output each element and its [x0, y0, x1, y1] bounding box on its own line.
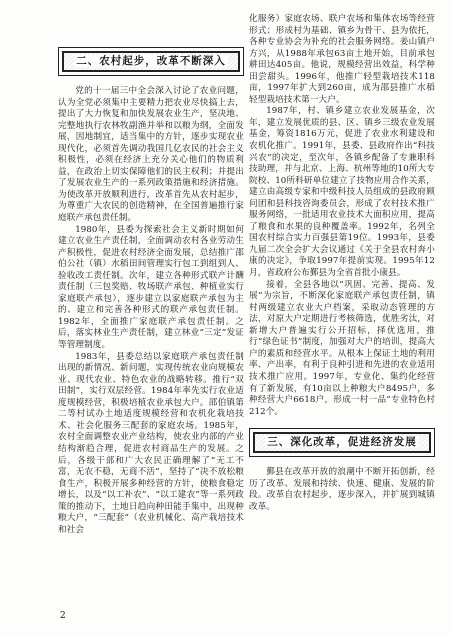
- left-column: [58, 14, 244, 536]
- paragraph-continued: 化服务）家庭农场、联户农场和集体农场等经营形式；形成村为基础、镇乡为骨干、县为依托，各种专业协会为补充的社会服务网络。姜山镇户方兴，从1988年承包63亩土地开始，目前承包耕田达405亩。他说，规模经营出效益，科学种田尝甜头。1996年，他推广轻型栽培技术118亩，1997年扩大到260亩，成为邵县推广水稻轻型栽培技术第一大户。: [249, 14, 435, 105]
- paragraph: 党的十一届三中全会深入讨论了农业问题，认为全党必须集中主要精力把农业尽快搞上去，提出了大力恢复和加快发展农业生产，坚决地、完整地执行农林牧副渔并举和以粮为纲，全面发展，因地制宜，适当集中的方针，逐步实现农业现代化，必须首先调动我国几亿农民的社会主义积极性，必须在经济上充分关心他们的物质利益，在政治上切实保障他们的民主权利；并提出了发展农业生产的一系列政策措施和经济措施。为使改革开放顺利进行，改革首先从农村起步，为尊重广大农民的创造精神，在全国普遍推行家庭联产承包责任制。: [58, 86, 244, 224]
- right-column: [249, 14, 435, 513]
- paragraph: 1987年，村、镇乡建立农业发展基金，次年，建立发展优质的县、区、镇乡三级农业发展基金，筹资1816万元，促进了农业水利建设和农机化推广。1991年，县委、县政府作出“科技兴农”的决定，至次年，各镇乡配备了专兼职科技助理，并与北京、上海、杭州等地的10所大专院校、10所科研单位建立了技物应用合作关系，建立由高级专家和中级科技人员组成的县政府顾问团和县科技咨询委员会，形成了农村技术推广服务网络，一批适用农业技术大面积应用，提高了粮食和水果的良种覆盖率。1992年，名列全国农村综合实力百强县第19位。1993年，县委九届二次全会扩大会议通过《关于全县农村奔小康的决定》，争取1997年提前实现。1995年12月，省政府公布鄞县为全省首批小康县。: [249, 106, 435, 279]
- section-heading-three: [249, 428, 435, 457]
- paragraph: 1983年，县委总结以家庭联产承包责任制出现的新情况、新问题，实现传统农业向规模农业、现代农业、特色农业的战略转移。推行“双田制”，实行双层经营。1984年率先实行农业适度规模经营，积极培植农业承包大户。邵伯镇第二等村试办土地适度规模经营和农机化栽培技术、社会化服务三配套的家庭农场。1985年，农村全面调整农业产业结构，使农业内部的产业结构渐趋合理，促进农村商品生产的发展。之后，各级干部和广大农民正确理解了“无工不富，无农不稳，无商不活”，坚持了“决不放松粮食生产，积极开展多种经营的方针，使粮食稳定增长，以及“以工补农”、“以工建农”等一系列政策的推动下，土地日趋向种田能手集中，出现种粮大户，“三配套”（农业机械化、高产栽培技术和社会: [58, 351, 244, 535]
- section-heading-two-text: 二、农村起步，改革不断深入: [76, 55, 226, 67]
- paragraph: 鄞县在改革开放的浪潮中不断开拓创新，经历了改革、发展和持续、快速、健康、发展的阶段。改革自农村起步，逐步深入，并扩展到城镇改革。: [249, 467, 435, 512]
- paragraph: 接着，全县各地以“巩固、完善、提高、发展”为宗旨，不断深化家庭联产承包责任制，镇村两级建立农业大户档案，采取动态管理的方法，对原大户定期进行考核筛选，优胜劣汰，对新增大户普遍实行公开招标，择优选用，推行“绿色证书”制度，加强对大户的培训，提高大户的素质和经营水平。从根本上保证土地的利用率、产出率，有利于良种引进和先进的农业适用技术推广应用。1997年，专业化、集约化经营有了新发展，有10亩以上种粮大户8495户，多种经营大户6618户，形成一村一品”专业特色村212个。: [249, 279, 435, 417]
- paragraph: 1980年，县委为探索社会主义新时期如何建立农业生产责任制，全面调动农村各业劳动生产积极性，促进农村经济全面发展，总结推广邵伯公社（镇）水稻田间管理实行包工到组到人、验收改工责任制。次年，建立各种形式联产计酬责任制（三包奖赔、牧场联产承包、种植业实行家庭联产承包），逐步建立以家庭联产承包为主的、建立和完善各种形式的联产承包责任制。1982年，全面推广家庭联产承包责任制。之后，落实林业生产责任制，建立林业“三定”发证等管理制度。: [58, 224, 244, 351]
- section-heading-three-text: 三、深化改革，促进经济发展: [267, 436, 417, 449]
- page-number: 2: [60, 611, 66, 621]
- section-heading-two: [58, 47, 244, 76]
